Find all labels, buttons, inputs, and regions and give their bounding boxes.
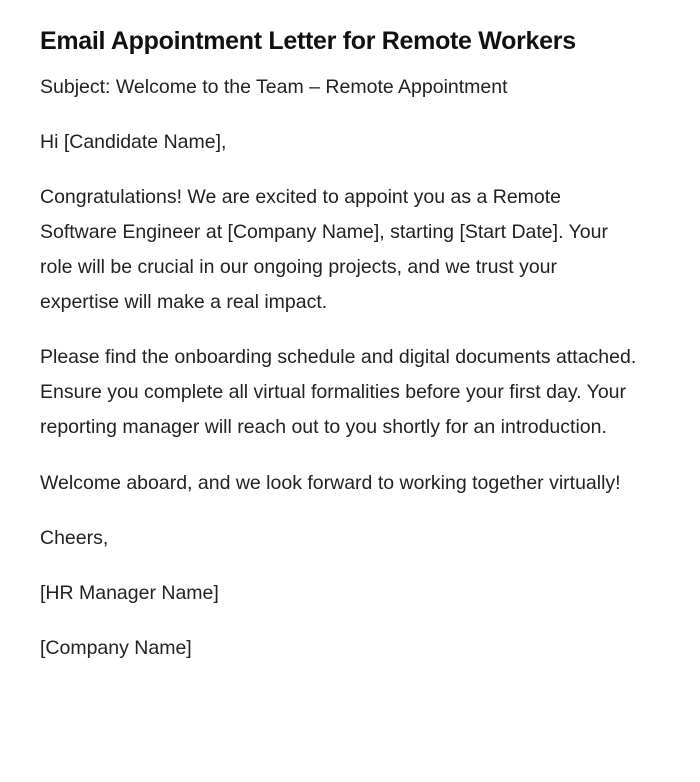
email-subject-line: Subject: Welcome to the Team – Remote Appointment <box>40 76 508 98</box>
closing-line: Cheers, <box>40 527 109 549</box>
body-paragraph-congratulations: Congratulations! We are excited to appoint you as a Remote Software Engineer at [Company Name], starting [Start Date]. Your role will be crucial in our ongoing projects, and we trust your expertise will make a real impact. <box>40 186 608 313</box>
signature-company: [Company Name] <box>40 637 192 659</box>
document-title: Email Appointment Letter for Remote Workers <box>40 27 576 55</box>
greeting-line: Hi [Candidate Name], <box>40 131 227 153</box>
signature-name: [HR Manager Name] <box>40 582 219 604</box>
body-paragraph-welcome: Welcome aboard, and we look forward to working together virtually! <box>40 472 621 494</box>
letter-document <box>40 24 640 666</box>
body-paragraph-onboarding: Please find the onboarding schedule and digital documents attached. Ensure you complete all virtual formalities before your first day. Your reporting manager will reach out to you shortly for an introduction. <box>40 346 637 438</box>
